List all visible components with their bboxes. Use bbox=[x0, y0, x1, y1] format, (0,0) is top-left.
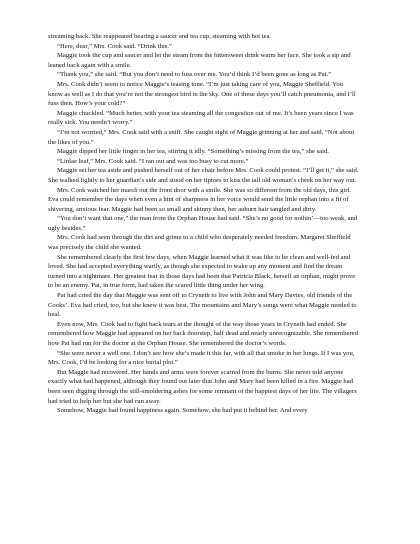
paragraph: Mrs. Cook had seen through the dirt and grime to a child who desperately needed freedom. Margaret Sheffield was precisely the child she wanted. bbox=[48, 234, 351, 252]
paragraph: Mrs. Cook watched her march out the front door with a smile. She was so different from the old days, this girl. Eva could remember the days when even a hint of sharpness in her voice would send the little orphan into a fit of shivering, anxious fear. Maggie had been so small and skinny then, her auburn hair tangled and dirty. bbox=[48, 186, 352, 213]
paragraph: She remembered clearly the first few days, when Maggie learned what it was like to be clean and well-fed and loved. She had accepted everything warily, as though she expected to wake up any moment and find the dream turned into a nightmare. Her greatest fear in those days had been that Patricia Black, herself an orphan, might prove to be an enemy. Pat, in true form, had taken the scared little thing under her wing. bbox=[48, 253, 356, 290]
paragraph: streaming back. She reappeared bearing a saucer and tea cup, steaming with hot tea. bbox=[48, 33, 272, 40]
paragraph: “Linlae leaf,” Mrs. Cook said. “I ran out and was too busy to cut more.” bbox=[57, 157, 249, 165]
paragraph: “She were never a well one. I don’t see how she’s made it this far, with all that smoke in her lungs. If I was you, Mrs. Cook, I’d be looking for a nice burial plot.” bbox=[48, 349, 355, 367]
paragraph: Somehow, Maggie had found happiness again. Somehow, she had put it behind her. And every bbox=[57, 407, 308, 415]
paragraph: But Maggie had recovered. Her hands and arms were forever scarred from the burns. She never told anyone exactly what had happened, although they found out later that John and Mary had been killed in a fire. Maggie had been seen digging through the still-smoldering ashes for some remnant of the happiest days of her life. The villagers had tried to help her but she had run away. bbox=[48, 368, 357, 405]
paragraph: “Here, dear,” Mrs. Cook said. “Drink this.” bbox=[57, 42, 172, 50]
paragraph: “You don’t want that one,” the man from the Orphan House had said. “She’s no good for nothin’—too weak, and ugly besides.” bbox=[48, 215, 358, 232]
paragraph: Maggie chuckled. “Much better, with your tea steaming all the congestion out of me. It’s been years since I was really sick. You needn’t worry.” bbox=[48, 109, 354, 127]
paragraph: Maggie set her tea aside and pushed herself out of her chair before Mrs. Cook could protest. “I’ll get it,” she said. She walked lightly to her guardian’s side and stood on her tiptoes to kiss the tall old woman’s cheek on her way out. bbox=[48, 167, 359, 184]
paragraph: “Thank you,” she said. “But you don’t need to fuss over me. You’d think I’d been gone as long as Pat.” bbox=[57, 71, 332, 79]
paragraph: Even now, Mrs. Cook had to fight back tears at the thought of the way those years in Cryneth had ended. She remembered how Maggie had appeared on her back doorstep, half dead and nearly unrecognizable. She remembered how Pat had run for the doctor at the Orphan House. She remembered the doctor’s words. bbox=[48, 320, 358, 347]
paragraph: Maggie took the cup and saucer and let the steam from the bittersweet drink warm her face. She took a sip and leaned back again with a smile. bbox=[48, 52, 351, 69]
body-text bbox=[48, 32, 359, 416]
paragraph: “I’m not worried,” Mrs. Cook said with a sniff. She caught sight of Maggie grinning at her and said, “Not about the likes of you.” bbox=[48, 128, 355, 146]
paragraph: Maggie dipped her little finger in her tea, stirring it idly. “Something’s missing from the tea,” she said. bbox=[57, 148, 329, 156]
paragraph: Pat had cried the day that Maggie was sent off to Cryneth to live with John and Mary Davies, old friends of the Cooks’. Eva had cried, too, but she knew it was best. The mountains and Mary’s songs were what Maggie needed to heal. bbox=[48, 292, 357, 319]
paragraph: Mrs. Cook didn’t seem to notice Maggie’s teasing tone. “I’m just taking care of you, Maggie Sheffield. You know as well as I do that you’re not the strongest bird in the sky. One of these days you’ll catch pneumonia, and I’ll fuss then. How’s your cold?” bbox=[48, 80, 356, 108]
